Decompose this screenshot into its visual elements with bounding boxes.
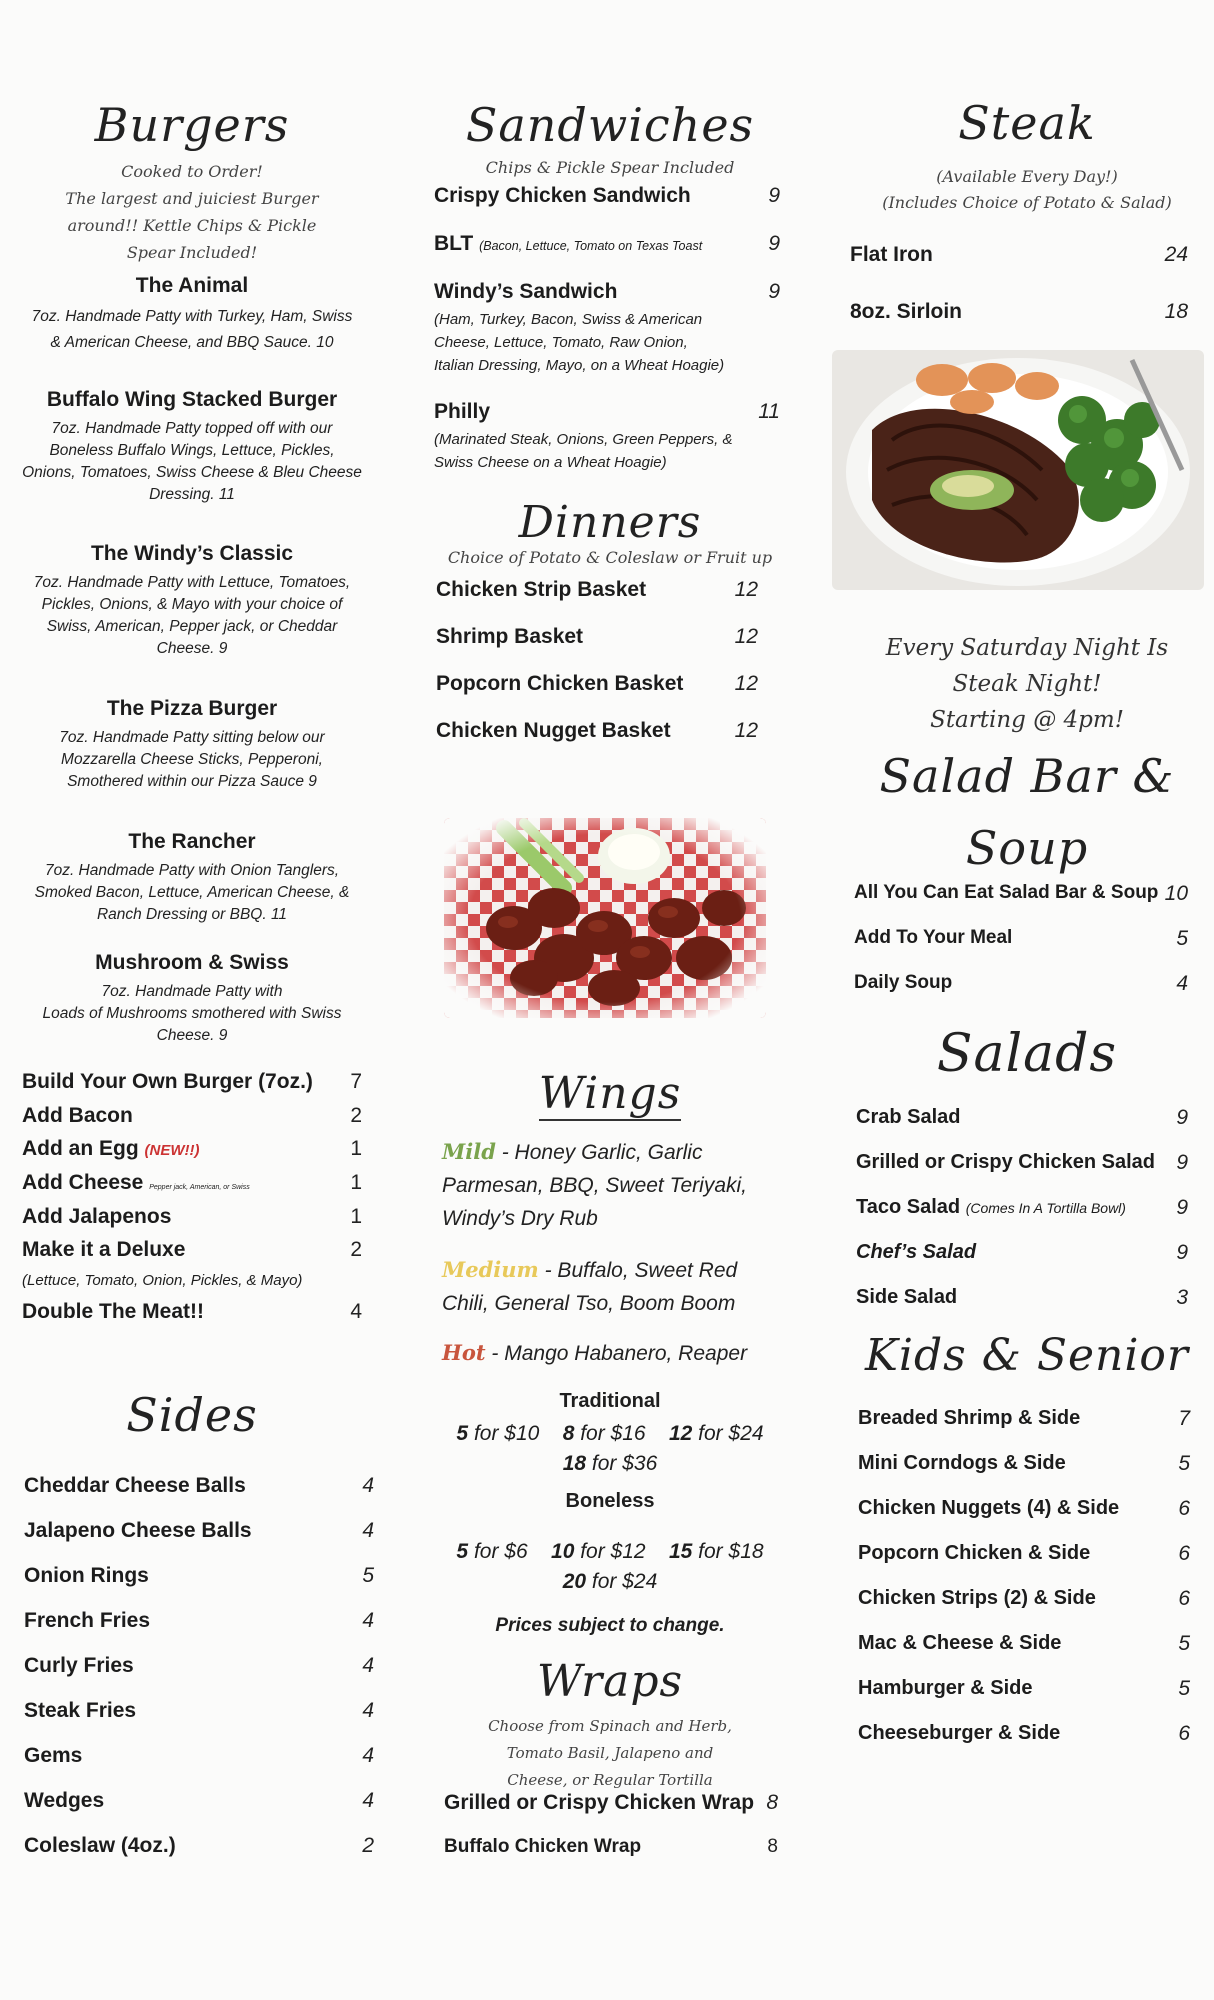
addon-price: 2 (350, 1104, 362, 1127)
salad-price: 9 (1176, 1196, 1188, 1219)
burger-desc (14, 981, 370, 1047)
dinner-price: 12 (734, 719, 758, 742)
addon-row (22, 1205, 362, 1233)
steak-title: Steak (958, 96, 1096, 150)
side-row (24, 1609, 374, 1637)
addon-row (22, 1171, 362, 1199)
burgers-intro (14, 158, 370, 266)
sandwich-price: 9 (768, 184, 780, 207)
sandwich-price: 9 (768, 280, 780, 303)
addon-name-text: Add an Egg (22, 1137, 139, 1160)
desc-line: 7oz. Handmade Patty topped off with our (51, 420, 333, 437)
side-name: Curly Fries (24, 1654, 134, 1677)
kids-price: 6 (1178, 1542, 1190, 1565)
sandwich-name: Crispy Chicken Sandwich (434, 184, 691, 207)
wing-count-price (563, 1570, 658, 1593)
blt-note: (Bacon, Lettuce, Tomato on Texas Toast (479, 239, 703, 253)
side-name: Wedges (24, 1789, 105, 1812)
desc-line: Pickles, Onions, & Mayo with your choice of (41, 596, 343, 613)
dinner-row (436, 672, 758, 700)
wings-hot (442, 1336, 782, 1370)
wings-mild-line (442, 1135, 782, 1169)
boneless-label: Boneless (565, 1490, 655, 1512)
wings-hot-line (442, 1336, 782, 1370)
dinner-price: 12 (734, 578, 758, 601)
kids-name: Breaded Shrimp & Side (858, 1407, 1081, 1429)
for-word: for (473, 1540, 499, 1563)
windy-sandwich-desc (434, 308, 724, 377)
side-price: 4 (362, 1519, 374, 1542)
kids-price: 7 (1178, 1407, 1190, 1430)
sandwich-row (434, 184, 780, 212)
hot-flavors: - Mango Habanero, Reaper (491, 1342, 748, 1365)
desc-line: (Ham, Turkey, Bacon, Swiss & American (434, 311, 703, 328)
sandwich-price: 9 (768, 232, 780, 255)
salad-row (856, 1106, 1188, 1134)
column-right (850, 0, 1204, 2000)
boneless-row (430, 1537, 790, 1567)
wing-count: 10 (551, 1540, 575, 1563)
philly-desc (434, 428, 732, 474)
salad-bar-title-line: Salad Bar & (879, 749, 1175, 803)
addon-row (22, 1137, 362, 1165)
kids-name: Chicken Nuggets (4) & Side (858, 1497, 1120, 1519)
addon-name: Add Bacon (22, 1104, 133, 1127)
kids-price: 5 (1178, 1632, 1190, 1655)
burger-desc (14, 727, 370, 793)
wings-title (430, 1068, 790, 1119)
deluxe-note: (Lettuce, Tomato, Onion, Pickles, & Mayo) (22, 1272, 303, 1289)
steak-price: 24 (1164, 243, 1188, 266)
wing-count-price (551, 1540, 646, 1563)
side-name: Steak Fries (24, 1699, 137, 1722)
wing-count: 5 (456, 1422, 469, 1445)
desc-line: Italian Dressing, Mayo, on a Wheat Hoagie) (434, 357, 725, 374)
salad-bar-name: Daily Soup (854, 972, 953, 993)
dinner-name: Shrimp Basket (436, 625, 584, 648)
side-row (24, 1699, 374, 1727)
side-price: 5 (362, 1564, 374, 1587)
steak-subtitle-line: (Includes Choice of Potato & Salad) (882, 193, 1172, 212)
desc-line: Smoked Bacon, Lettuce, American Cheese, & (34, 884, 350, 901)
kids-price: 6 (1178, 1722, 1190, 1745)
wraps-subtitle-line: Cheese, or Regular Tortilla (507, 1771, 713, 1789)
medium-flavors: - Buffalo, Sweet Red (544, 1259, 738, 1282)
promo-line: Starting @ 4pm! (930, 707, 1124, 733)
salad-name (856, 1196, 1126, 1219)
salad-price: 9 (1176, 1151, 1188, 1174)
side-price: 4 (362, 1699, 374, 1722)
sandwich-row (434, 280, 780, 308)
wing-count: 12 (668, 1422, 693, 1445)
side-price: 4 (362, 1654, 374, 1677)
burger-item (14, 830, 370, 926)
sides-title: Sides (126, 1388, 258, 1442)
salad-price: 3 (1176, 1286, 1188, 1309)
salad-price: 9 (1176, 1241, 1188, 1264)
salad-name-text: Taco Salad (856, 1196, 961, 1218)
desc-line: & American Cheese, and BBQ Sauce. 10 (50, 334, 334, 351)
dinner-name: Chicken Strip Basket (436, 578, 647, 601)
side-price: 4 (362, 1744, 374, 1767)
dinner-price: 12 (734, 672, 758, 695)
addon-price: 1 (350, 1205, 362, 1228)
desc-line: Dressing. 11 (149, 486, 235, 503)
promo-line: Every Saturday Night Is (885, 635, 1169, 661)
burger-name: Buffalo Wing Stacked Burger (46, 388, 338, 411)
salad-bar-price: 4 (1176, 972, 1188, 995)
wings-title-text: Wings (538, 1068, 682, 1119)
column-left (14, 0, 374, 2000)
addon-name: Double The Meat!! (22, 1300, 204, 1323)
salad-bar-row (854, 927, 1188, 955)
cheese-options-note: Pepper jack, American, or Swiss (149, 1184, 250, 1191)
steak-night-promo (850, 630, 1204, 738)
sandwich-name: Windy’s Sandwich (434, 280, 618, 303)
sandwich-name (434, 232, 702, 256)
side-name: Onion Rings (24, 1564, 149, 1587)
traditional-prices (430, 1419, 790, 1479)
wing-count-price (456, 1422, 539, 1445)
wing-price: $6 (504, 1540, 528, 1563)
kids-row (858, 1407, 1190, 1435)
kids-row (858, 1677, 1190, 1705)
sandwiches-subtitle: Chips & Pickle Spear Included (485, 158, 735, 177)
dinner-name: Chicken Nugget Basket (436, 719, 671, 742)
traditional-label: Traditional (559, 1390, 661, 1412)
addon-name: Add Jalapenos (22, 1205, 172, 1228)
desc-line: 7oz. Handmade Patty sitting below our (59, 729, 325, 746)
kids-senior-title: Kids & Senior (865, 1330, 1189, 1381)
addon-row (22, 1300, 362, 1328)
salad-bar-price: 10 (1164, 882, 1188, 905)
addon-price: 1 (350, 1137, 362, 1160)
wing-count-price (669, 1422, 764, 1445)
burger-desc (14, 418, 370, 506)
wing-price: $24 (622, 1570, 658, 1593)
wrap-name: Grilled or Crispy Chicken Wrap (444, 1791, 755, 1814)
side-row (24, 1744, 374, 1772)
steak-image (832, 350, 1204, 590)
kids-row (858, 1497, 1190, 1525)
steak-name: Flat Iron (850, 243, 933, 266)
addon-row (22, 1070, 362, 1098)
desc-line: Cheese. 9 (156, 1027, 228, 1044)
kids-name: Hamburger & Side (858, 1677, 1033, 1699)
wings-image (444, 818, 766, 1018)
wing-price: $16 (610, 1422, 646, 1445)
side-row (24, 1519, 374, 1547)
burgers-intro-line: The largest and juiciest Burger (65, 189, 319, 208)
boneless-row (430, 1567, 790, 1597)
addon-name (22, 1137, 200, 1161)
side-row (24, 1474, 374, 1502)
steak-subtitle-line: (Available Every Day!) (936, 167, 1118, 186)
kids-row (858, 1542, 1190, 1570)
sandwich-row (434, 400, 780, 428)
traditional-row (430, 1419, 790, 1449)
wing-count-price (456, 1540, 527, 1563)
salad-row (856, 1196, 1188, 1224)
kids-name: Popcorn Chicken & Side (858, 1542, 1091, 1564)
wing-count: 15 (668, 1540, 693, 1563)
dinner-row (436, 625, 758, 653)
mild-flavors: - Honey Garlic, Garlic (501, 1141, 703, 1164)
addon-row (22, 1104, 362, 1132)
burger-name: The Animal (135, 274, 249, 297)
steak-subtitle (850, 164, 1204, 216)
steak-photo (832, 350, 1204, 590)
addon-name: Build Your Own Burger (7oz.) (22, 1070, 313, 1093)
mild-flavors: Windy’s Dry Rub (442, 1207, 598, 1230)
wing-count: 5 (456, 1540, 469, 1563)
for-word: for (473, 1422, 499, 1445)
burgers-title: Burgers (94, 98, 290, 152)
kids-name: Mac & Cheese & Side (858, 1632, 1062, 1654)
addon-price: 7 (350, 1070, 362, 1093)
burger-item (14, 388, 370, 506)
desc-line: 7oz. Handmade Patty with (101, 983, 283, 1000)
salad-name: Chef’s Salad (856, 1241, 977, 1263)
wing-count-price (563, 1422, 646, 1445)
sandwich-row (434, 232, 780, 260)
wrap-price: 8 (766, 1791, 778, 1814)
desc-line: (Marinated Steak, Onions, Green Peppers, & (434, 431, 733, 448)
kids-row (858, 1587, 1190, 1615)
dinner-name: Popcorn Chicken Basket (436, 672, 684, 695)
dinners-title: Dinners (518, 497, 702, 548)
side-row (24, 1654, 374, 1682)
kids-price: 6 (1178, 1587, 1190, 1610)
salad-row (856, 1241, 1188, 1269)
sandwich-name: Philly (434, 400, 491, 423)
desc-line: 7oz. Handmade Patty with Onion Tanglers, (44, 862, 340, 879)
hot-label: Hot (442, 1340, 486, 1365)
side-name: Jalapeno Cheese Balls (24, 1519, 252, 1542)
kids-row (858, 1632, 1190, 1660)
dinner-row (436, 719, 758, 747)
addon-price: 4 (350, 1300, 362, 1323)
side-name: Cheddar Cheese Balls (24, 1474, 246, 1497)
burgers-intro-line: around!! Kettle Chips & Pickle (67, 216, 317, 235)
desc-line: Cheese, Lettuce, Tomato, Raw Onion, (434, 334, 688, 351)
dinner-row (436, 578, 758, 606)
for-word: for (580, 1422, 605, 1445)
wing-price: $36 (622, 1452, 658, 1475)
salad-bar-row (854, 972, 1188, 1000)
burgers-intro-line: Spear Included! (126, 243, 258, 262)
kids-name: Mini Corndogs & Side (858, 1452, 1066, 1474)
mild-flavors: Parmesan, BBQ, Sweet Teriyaki, (442, 1174, 748, 1197)
prices-note: Prices subject to change. (495, 1615, 725, 1636)
kids-row (858, 1452, 1190, 1480)
desc-line: Boneless Buffalo Wings, Lettuce, Pickles, (49, 442, 335, 459)
desc-line: Ranch Dressing or BBQ. 11 (96, 906, 288, 923)
wraps-title: Wraps (536, 1656, 684, 1707)
sandwiches-title: Sandwiches (465, 98, 755, 152)
for-word: for (698, 1540, 723, 1563)
wings-medium-line (442, 1253, 782, 1287)
burger-name: Mushroom & Swiss (95, 951, 289, 974)
side-row (24, 1564, 374, 1592)
addon-name (22, 1171, 250, 1195)
kids-price: 5 (1178, 1677, 1190, 1700)
desc-line: 7oz. Handmade Patty with Turkey, Ham, Swiss (31, 308, 353, 325)
salad-bar-name: All You Can Eat Salad Bar & Soup (854, 882, 1159, 903)
kids-name: Chicken Strips (2) & Side (858, 1587, 1096, 1609)
boneless-prices (430, 1537, 790, 1597)
salad-row (856, 1286, 1188, 1314)
for-word: for (591, 1452, 617, 1475)
kids-price: 5 (1178, 1452, 1190, 1475)
wrap-price: 8 (767, 1836, 778, 1857)
salad-bar-title (850, 740, 1204, 884)
wing-price: $24 (728, 1422, 764, 1445)
desc-line: Swiss, American, Pepper jack, or Cheddar (46, 618, 338, 635)
side-name: French Fries (24, 1609, 151, 1632)
desc-line: Smothered within our Pizza Sauce 9 (67, 773, 317, 790)
wrap-row (444, 1836, 778, 1864)
kids-price: 6 (1178, 1497, 1190, 1520)
wing-count: 18 (562, 1452, 587, 1475)
burger-name: The Windy’s Classic (90, 542, 294, 565)
salad-bar-name: Add To Your Meal (854, 927, 1013, 948)
medium-label: Medium (442, 1257, 539, 1282)
dinners-subtitle: Choice of Potato & Coleslaw or Fruit up (447, 548, 773, 567)
sandwich-price: 11 (758, 400, 780, 423)
burger-desc (14, 860, 370, 926)
salad-bar-row (854, 882, 1188, 910)
wing-count-price (563, 1452, 658, 1475)
wraps-subtitle (430, 1713, 790, 1794)
side-price: 4 (362, 1789, 374, 1812)
wrap-row (444, 1791, 778, 1819)
steak-row (850, 300, 1188, 328)
for-word: for (580, 1540, 605, 1563)
burger-item (14, 542, 370, 660)
side-name: Gems (24, 1744, 83, 1767)
desc-line: 7oz. Handmade Patty with Lettuce, Tomatoes, (33, 574, 351, 591)
desc-line: Mozzarella Cheese Sticks, Pepperoni, (61, 751, 323, 768)
addon-price: 1 (350, 1171, 362, 1194)
for-word: for (698, 1422, 723, 1445)
kids-row (858, 1722, 1190, 1750)
wing-price: $12 (610, 1540, 646, 1563)
side-price: 4 (362, 1474, 374, 1497)
addon-name-text: Add Cheese (22, 1171, 144, 1194)
wings-medium (442, 1253, 782, 1320)
medium-flavors: Chili, General Tso, Boom Boom (442, 1292, 736, 1315)
burger-desc (14, 572, 370, 660)
salad-price: 9 (1176, 1106, 1188, 1129)
salad-name: Crab Salad (856, 1106, 961, 1128)
traditional-row (430, 1449, 790, 1479)
wing-count: 20 (562, 1570, 587, 1593)
promo-line: Steak Night! (952, 671, 1102, 697)
addon-name: Make it a Deluxe (22, 1238, 186, 1261)
salad-bar-title-line: Soup (965, 821, 1089, 875)
wraps-subtitle-line: Tomato Basil, Jalapeno and (506, 1744, 714, 1762)
addon-price: 2 (350, 1238, 362, 1261)
burger-name: The Rancher (128, 830, 256, 853)
column-middle (430, 0, 790, 2000)
steak-name: 8oz. Sirloin (850, 300, 963, 323)
mild-label: Mild (442, 1139, 496, 1164)
addon-row (22, 1238, 362, 1266)
wing-price: $10 (504, 1422, 540, 1445)
wings-photo (444, 818, 766, 1018)
desc-line: Onions, Tomatoes, Swiss Cheese & Bleu Cheese (22, 464, 362, 481)
side-price: 2 (362, 1834, 374, 1857)
sandwich-name-text: BLT (434, 232, 474, 255)
burger-desc (14, 304, 370, 356)
salads-title: Salads (936, 1024, 1118, 1084)
wings-mild (442, 1135, 782, 1235)
steak-price: 18 (1164, 300, 1188, 323)
new-badge: (NEW!!) (144, 1142, 200, 1159)
taco-salad-note: (Comes In A Tortilla Bowl) (965, 1200, 1126, 1216)
side-price: 4 (362, 1609, 374, 1632)
kids-name: Cheeseburger & Side (858, 1722, 1061, 1744)
salad-name: Side Salad (856, 1286, 958, 1308)
wing-price: $18 (728, 1540, 764, 1563)
salad-row (856, 1151, 1188, 1179)
wing-count-price (669, 1540, 764, 1563)
side-row (24, 1789, 374, 1817)
burger-item (14, 697, 370, 793)
salad-bar-price: 5 (1176, 927, 1188, 950)
salad-name: Grilled or Crispy Chicken Salad (856, 1151, 1155, 1173)
burger-item (14, 274, 370, 356)
desc-line: Loads of Mushrooms smothered with Swiss (42, 1005, 342, 1022)
side-name: Coleslaw (4oz.) (24, 1834, 176, 1857)
wraps-subtitle-line: Choose from Spinach and Herb, (488, 1717, 732, 1735)
steak-row (850, 243, 1188, 271)
side-row (24, 1834, 374, 1862)
desc-line: Cheese. 9 (156, 640, 228, 657)
burger-item (14, 951, 370, 1047)
burgers-intro-line: Cooked to Order! (121, 162, 263, 181)
wing-count: 8 (562, 1422, 575, 1445)
dinner-price: 12 (734, 625, 758, 648)
burger-name: The Pizza Burger (106, 697, 278, 720)
wrap-name: Buffalo Chicken Wrap (444, 1836, 642, 1857)
desc-line: Swiss Cheese on a Wheat Hoagie) (434, 454, 667, 471)
for-word: for (591, 1570, 617, 1593)
